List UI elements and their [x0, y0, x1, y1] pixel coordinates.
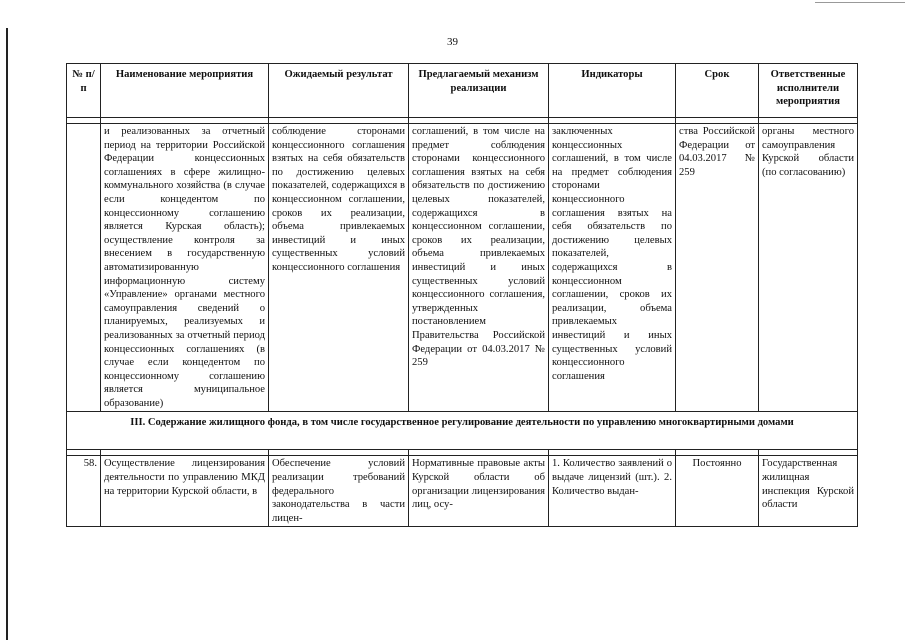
section-row	[67, 412, 858, 450]
cell-name: и реализованных за отчетный период на территории Российской Федерации концессионных соглашениях в сфере жилищно-коммунального хозяйства (в случае если концедентом по концессионному соглашению является Курская область); осуществление контроля за внесением в государственную автоматизированную информационную систему «Управление» органами местного самоуправления сведений о планируемых, реализуемых и реализованных за отчетный период концессионных соглашениях (в случае если концедентом по концессионному соглашению является муниципальное образование)	[101, 124, 269, 412]
cell-result: соблюдение сторонами концессионного соглашения взятых на себя обязательств по достижению целевых показателей, содержащихся в концессионном соглашении, сроков их реализации, объема привлекаемых инвестиций и иных существенных условий концессионного соглашения	[269, 124, 409, 412]
header-responsible: Ответственные исполнители мероприятия	[759, 64, 858, 118]
page-number: 39	[447, 36, 458, 48]
table-row	[67, 124, 858, 412]
cell-num: 58.	[67, 456, 101, 527]
header-term: Срок	[676, 64, 759, 118]
section-title: III. Содержание жилищного фонда, в том числе государственное регулирование деятельности по управлению многоквартирными домами	[67, 412, 858, 450]
page-edge-line	[6, 28, 8, 640]
page-top-mark	[815, 2, 905, 3]
header-result: Ожидаемый результат	[269, 64, 409, 118]
header-indicators: Индикаторы	[549, 64, 676, 118]
cell-mechanism: Нормативные правовые акты Курской области об организации лицензирования лиц, осу-	[409, 456, 549, 527]
header-name: Наименование мероприятия	[101, 64, 269, 118]
cell-term: ства Российской Федерации от 04.03.2017 № 259	[676, 124, 759, 412]
cell-mechanism: соглашений, в том числе на предмет соблюдения сторонами концессионного соглашения взятых на себя обязательств по достижению целевых показателей, содержащихся в концессионном соглашении, сроков их реализации, объема привлекаемых инвестиций и иных существенных условий концессионного соглашения, утвержденных постановлением Правительства Российской Федерации от 04.03.2017 № 259	[409, 124, 549, 412]
table-header-row	[67, 64, 858, 118]
cell-responsible: Государственная жилищная инспекция Курской области	[759, 456, 858, 527]
cell-result: Обеспечение условий реализации требований федерального законодательства в части лицен-	[269, 456, 409, 527]
cell-name: Осуществление лицензирования деятельности по управлению МКД на территории Курской области, в	[101, 456, 269, 527]
header-mechanism: Предлагаемый механизм реализации	[409, 64, 549, 118]
measures-table	[66, 63, 858, 527]
cell-indicators: 1. Количество заявлений о выдаче лицензий (шт.). 2. Количество выдан-	[549, 456, 676, 527]
header-num: № п/п	[67, 64, 101, 118]
cell-num	[67, 124, 101, 412]
cell-indicators: заключенных концессионных соглашений, в том числе на предмет соблюдения сторонами концессионного соглашения взятых на себя обязательств по достижению целевых показателей, содержащихся в концессионном соглашении, сроков их реализации, объема привлекаемых инвестиций и иных существенных условий концессионного соглашения	[549, 124, 676, 412]
cell-responsible: органы местного самоуправления Курской области (по согласованию)	[759, 124, 858, 412]
cell-term: Постоянно	[676, 456, 759, 527]
table-row	[67, 456, 858, 527]
